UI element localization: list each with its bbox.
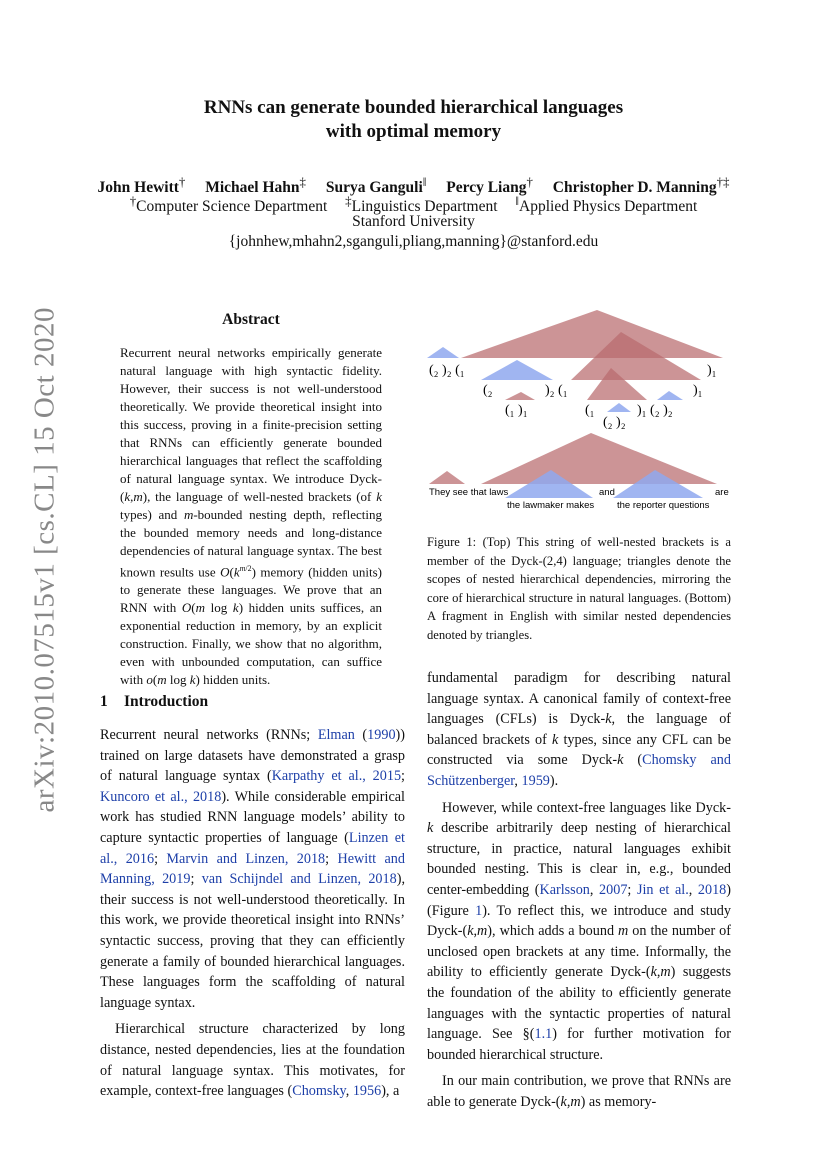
paragraph: fundamental paradigm for describing natural language syntax. A canonical family of context-free languages (CFLs) is Dyck-k, the language of balanced brackets of k types, since any CFL can be constructed via some Dyck-k (Chomsky and Schützenberger, 1959). <box>427 670 732 789</box>
author: Percy Liang† <box>446 174 533 197</box>
figure-caption: Figure 1: (Top) This string of well-nested brackets is a member of the Dyck-(2,4) language; triangles denote the scopes of nested hierarchical dependencies, mirroring the core of hierarchical structure in natural languages. (Bottom) A fragment in English with similar nested dependencies denoted by triangles. <box>427 535 731 642</box>
author: Surya Ganguli‖ <box>325 174 427 197</box>
left-column <box>100 725 405 1102</box>
bracket-string: )₁ <box>693 383 703 398</box>
author: Christopher D. Manning†‡ <box>552 174 730 197</box>
bracket-string: (₂ )₂ <box>603 415 626 430</box>
triangle-red <box>505 392 535 400</box>
bracket-string: )₂ (₁ <box>545 383 568 398</box>
paragraph: In our main contribution, we prove that RNNs are able to generate Dyck-(k,m) as memory- <box>427 1073 731 1110</box>
triangle-blue <box>607 403 631 412</box>
triangle-red <box>461 310 723 358</box>
bracket-string: )₁ (₂ )₂ <box>637 403 673 418</box>
right-column <box>427 668 731 1112</box>
triangle-red <box>429 471 465 484</box>
figure-word: the lawmaker makes <box>507 500 595 511</box>
bracket-string: (₁ )₁ <box>505 403 528 418</box>
affiliation: †Computer Science Department <box>129 193 328 216</box>
bracket-string: (₂ <box>483 383 493 398</box>
affiliation: ‡Linguistics Department <box>345 193 498 216</box>
bracket-string: (₂ )₂ (₁ <box>429 363 465 378</box>
affiliation: ‖Applied Physics Department <box>515 193 698 216</box>
triangle-red <box>481 433 717 484</box>
author: John Hewitt† <box>97 174 186 197</box>
section-heading: 1 Introduction <box>100 693 209 710</box>
university: Stanford University <box>352 213 475 230</box>
paragraph: Recurrent neural networks (RNNs; Elman (1990)) trained on large datasets have demonstrated a grasp of natural language syntax (Karpathy et al., 2015; Kuncoro et al., 2018). While considerable empirical work has studied RNN language models’ ability to capture syntactic properties of language (Linzen et al., 2016; Marvin and Linzen, 2018; Hewitt and Manning, 2019; van Schijndel and Linzen, 2018), their success is not well-understood theoretically. In this work, we provide theoretical insight into RNNs’ syntactic success, proving that they can efficiently generate a family of bounded hierarchical languages. These languages form the scaffolding of natural language syntax. <box>100 727 405 1011</box>
paper-title-line1: RNNs can generate bounded hierarchical languages <box>203 97 624 118</box>
figure-word: the reporter questions <box>617 500 710 511</box>
triangle-blue <box>657 391 683 400</box>
figure-word: They see that laws <box>429 487 509 498</box>
figure-word: and <box>599 487 615 498</box>
bracket-string: )₁ <box>707 363 717 378</box>
figure-word: are <box>715 487 729 498</box>
paragraph: However, while context-free languages like Dyck-k describe arbitrarily deep nesting of hierarchical structure, in practice, natural languages exhibit bounded nesting. This is clear in, e.g., bounded center-embedding (Karlsson, 2007; Jin et al., 2018) (Figure 1). To reflect this, we introduce and study Dyck-(k,m), which adds a bound m on the number of unclosed open brackets at any time. Informally, the ability to efficiently generate Dyck-(k,m) suggests the foundation of the ability to efficiently generate languages with the syntactic properties of natural language. See §(1.1) for further motivation for bounded hierarchical structure. <box>427 799 731 1063</box>
bracket-string: (₁ <box>585 403 595 418</box>
triangle-blue <box>427 347 459 358</box>
figure-1 <box>425 302 735 514</box>
emails: {johnhew,mhahn2,sganguli,pliang,manning}@stanford.edu <box>228 233 599 250</box>
paper-title-line2: with optimal memory <box>325 121 502 142</box>
triangle-blue <box>481 360 553 380</box>
arxiv-identifier: arXiv:2010.07515v1 [cs.CL] 15 Oct 2020 <box>28 307 61 813</box>
abstract-heading: Abstract <box>222 311 280 328</box>
author: Michael Hahn‡ <box>205 174 306 197</box>
abstract-body: Recurrent neural networks empirically generate natural language with high syntactic fidelity. However, their success is not well-understood theoretically. We provide theoretical insight into this success, proving in a finite-precision setting that RNNs can efficiently generate bounded hierarchical languages that reflect the scaffolding of natural language syntax. We introduce Dyck-(k,m), the language of well-nested brackets (of k types) and m-bounded nesting depth, reflecting the bounded memory needs and long-distance dependencies of natural language syntax. The best known results use $O(k^{m/2})$ memory (hidden units) to generate these languages. We prove that an RNN with O(m log k) hidden units suffices, an exponential reduction in memory, by an explicit construction. Finally, we show that no algorithm, even with unbounded computation, can suffice with o(m log k) hidden units. <box>120 345 382 688</box>
paragraph: Hierarchical structure characterized by long distance, nested dependencies, lies at the foundation of natural language syntax. This motivates, for example, context-free languages (Chomsky, 1956), a <box>100 1021 405 1100</box>
